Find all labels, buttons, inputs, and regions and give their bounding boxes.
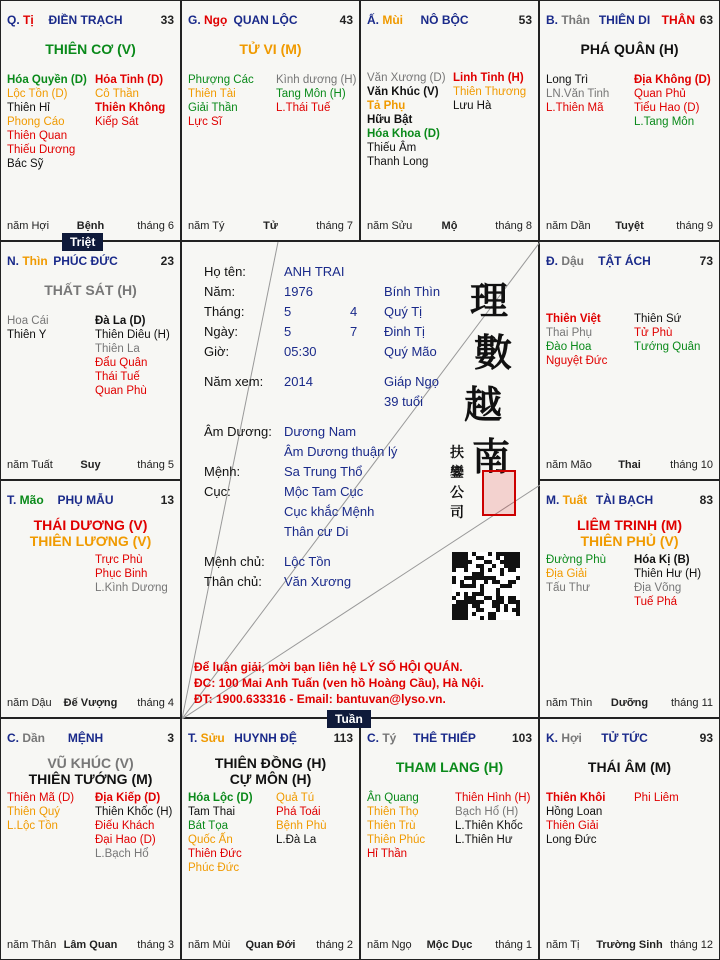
main-star: CỰ MÔN (H) <box>229 771 312 787</box>
info-label: Mệnh: <box>204 464 241 479</box>
minor-stars-right <box>95 314 170 398</box>
info-value: 5 <box>284 304 292 319</box>
palace-cell-tuat <box>539 480 720 718</box>
minor-stars-left <box>188 73 254 129</box>
minor-star: Quan Phủ <box>634 88 686 100</box>
minor-star: Thiên Quan <box>7 130 68 142</box>
palace-footer <box>7 697 174 711</box>
palace-age-number: 113 <box>333 731 353 745</box>
minor-star: Thiên Trù <box>367 820 416 832</box>
minor-stars-left <box>188 791 253 875</box>
minor-star: Quan Phù <box>95 385 147 397</box>
palace-age-number: 3 <box>167 731 174 745</box>
minor-star: Kình dương (H) <box>276 74 357 86</box>
info-label: Cục: <box>204 484 231 499</box>
minor-star: Hóa Lộc (D) <box>188 792 253 804</box>
year-label: năm Dần <box>546 220 591 232</box>
branch-prefix: B. <box>546 13 562 27</box>
palace-header <box>546 731 713 747</box>
info-value: Văn Xương <box>284 574 352 589</box>
minor-star: Bác Sỹ <box>7 158 44 170</box>
info-value: Âm Dương thuận lý <box>284 444 398 459</box>
minor-star: Thiên Sứ <box>634 313 682 325</box>
palace-cell-ngo <box>181 0 360 241</box>
palace-name: HUYNH ĐỆ <box>234 731 297 745</box>
palace-footer <box>7 939 174 953</box>
minor-star: Lực Sĩ <box>188 116 222 128</box>
month-label: tháng 4 <box>137 697 174 709</box>
minor-star: Phong Cáo <box>7 116 65 128</box>
minor-star: L.Tang Môn <box>634 116 695 128</box>
minor-star: Thanh Long <box>367 156 429 168</box>
palace-footer <box>546 697 713 711</box>
minor-star: Cô Thần <box>95 88 139 100</box>
minor-star: Hồng Loan <box>546 806 603 818</box>
palace-cell-mui <box>360 0 539 241</box>
red-seal <box>482 470 516 516</box>
minor-stars-left <box>546 73 609 115</box>
tuan-marker: Tuần <box>327 710 371 728</box>
branch-name: Ngọ <box>204 13 228 27</box>
year-label: năm Tý <box>188 220 225 232</box>
minor-stars-left <box>367 71 446 169</box>
year-label: năm Mão <box>546 459 592 471</box>
minor-stars-right <box>634 553 701 609</box>
palace-age-number: 33 <box>160 13 174 27</box>
minor-star: Giải Thần <box>188 102 238 114</box>
info-value: 5 <box>284 324 292 339</box>
minor-star: L.Thiên Khốc <box>455 820 523 832</box>
year-label: năm Tuất <box>7 459 53 471</box>
minor-stars-right <box>276 791 327 847</box>
palace-age-number: 83 <box>699 493 713 507</box>
palace-cell-dan <box>0 718 181 960</box>
info-canchi: Quý Tị <box>384 304 423 319</box>
minor-star: L.Bạch Hổ <box>95 848 149 860</box>
minor-star: Long Đức <box>546 834 597 846</box>
minor-star: Đà La (D) <box>95 315 146 327</box>
minor-star: Thiên Việt <box>546 313 601 325</box>
minor-star: Thiên Thương <box>453 86 527 98</box>
info-value: 05:30 <box>284 344 317 359</box>
palace-age-number: 103 <box>511 731 532 745</box>
palace-header <box>546 13 713 29</box>
palace-header <box>546 493 713 509</box>
main-star: PHÁ QUÂN (H) <box>580 41 679 57</box>
minor-stars-right <box>276 73 356 115</box>
palace-name: TỬ TỨC <box>601 731 648 745</box>
palace-age-number: 73 <box>699 254 713 268</box>
minor-star: LN.Văn Tinh <box>546 88 610 100</box>
main-star: THIÊN CƠ (V) <box>45 41 136 57</box>
calligraphy-char: 理 <box>470 278 509 323</box>
branch-prefix: G. <box>188 13 205 27</box>
palace-footer <box>188 220 353 234</box>
contact-line: ĐC: 100 Mai Anh Tuấn (ven hồ Hoàng Cầu), Hà Nội. <box>194 676 485 690</box>
life-stage: Tuyệt <box>615 220 644 232</box>
palace-cell-mao <box>0 480 181 718</box>
calligraphy-char: 南 <box>472 434 511 479</box>
palace-header <box>7 731 174 747</box>
minor-stars-right <box>634 791 679 805</box>
minor-star: Quả Tú <box>276 792 315 804</box>
minor-stars-left <box>7 314 49 342</box>
minor-star: Phi Liêm <box>634 792 679 804</box>
minor-star: Thiên Khôi <box>546 792 606 804</box>
palace-age-number: 53 <box>518 13 532 27</box>
minor-star: Nguyệt Đức <box>546 355 608 367</box>
main-star: THIÊN ĐỒNG (H) <box>214 755 327 771</box>
month-label: tháng 7 <box>316 220 353 232</box>
branch-name: Hợi <box>561 731 582 745</box>
info-canchi: Đinh Tị <box>384 324 425 339</box>
palace-cell-suu <box>181 718 360 960</box>
main-star: THẤT SÁT (H) <box>44 282 137 298</box>
info-value: ANH TRAI <box>284 264 345 279</box>
info-value: Sa Trung Thổ <box>284 464 363 479</box>
contact-line: ĐT: 1900.633316 - Email: bantuvan@lyso.vn. <box>194 692 446 706</box>
minor-star: Thái Tuế <box>95 371 140 383</box>
info-value: Lộc Tồn <box>284 554 331 569</box>
palace-name: TÀI BẠCH <box>595 493 654 507</box>
palace-name: TẬT ÁCH <box>598 254 651 268</box>
minor-star: L.Lộc Tồn <box>7 820 58 832</box>
life-stage: Mộc Dục <box>426 939 473 951</box>
minor-star: Địa Kiếp (D) <box>95 792 161 804</box>
year-label: năm Thìn <box>546 697 593 709</box>
branch-name: Dậu <box>561 254 585 268</box>
life-stage: Lâm Quan <box>63 939 118 951</box>
minor-star: Long Trì <box>546 74 589 86</box>
qr-code <box>452 552 520 620</box>
branch-prefix: T. <box>188 731 201 745</box>
branch-name: Sửu <box>200 731 225 745</box>
minor-star: Thiên Phúc <box>367 834 426 846</box>
minor-star: Phục Binh <box>95 568 148 580</box>
year-label: năm Hợi <box>7 220 50 232</box>
minor-star: Thiên Hình (H) <box>455 792 531 804</box>
minor-star: Thiên Mã (D) <box>7 792 75 804</box>
minor-star: Văn Xương (D) <box>367 72 446 84</box>
minor-star: Thiên Tài <box>188 88 236 100</box>
minor-star: Bệnh Phù <box>276 820 327 832</box>
branch-prefix: T. <box>7 493 20 507</box>
info-label: Họ tên: <box>204 264 246 279</box>
minor-star: Tang Môn (H) <box>276 88 346 100</box>
minor-stars-left <box>7 73 87 171</box>
palace-name: PHÚC ĐỨC <box>53 254 118 268</box>
minor-star: Thai Phụ <box>546 327 593 339</box>
branch-name: Mùi <box>382 13 404 27</box>
minor-star: Kiếp Sát <box>95 116 139 128</box>
center-info-panel <box>181 241 539 718</box>
minor-stars-left <box>546 312 607 368</box>
branch-name: Thân <box>561 13 591 27</box>
year-label: năm Tị <box>546 939 580 951</box>
minor-star: Thiên Khốc (H) <box>95 806 173 818</box>
main-star: TỬ VI (M) <box>239 41 302 57</box>
minor-star: Tướng Quân <box>634 341 701 353</box>
minor-star: Ân Quang <box>367 792 419 804</box>
palace-cell-than <box>539 0 720 241</box>
palace-footer <box>546 220 713 234</box>
minor-star: Thiếu Âm <box>367 142 417 154</box>
palace-name: PHỤ MẪU <box>57 493 114 507</box>
branch-name: Tuất <box>562 493 588 507</box>
branch-name: Dần <box>22 731 46 745</box>
minor-star: Hỏa Tinh (D) <box>95 74 164 86</box>
palace-cell-ty <box>360 718 539 960</box>
minor-star: Hỉ Thần <box>367 848 408 860</box>
main-star: LIÊM TRINH (M) <box>577 517 682 533</box>
info-label: Năm xem: <box>204 374 264 389</box>
branch-prefix: C. <box>7 731 23 745</box>
palace-footer <box>7 459 174 473</box>
info-canchi: Quý Mão <box>384 344 437 359</box>
small-calligraphy-char: 扶 <box>450 445 464 461</box>
info-value: Dương Nam <box>284 424 357 439</box>
month-label: tháng 3 <box>137 939 174 951</box>
year-label: năm Thân <box>7 939 57 951</box>
month-label: tháng 6 <box>137 220 174 232</box>
minor-star: Quốc Ấn <box>188 834 233 846</box>
palace-name: MỆNH <box>67 731 104 745</box>
minor-star: Phượng Các <box>188 74 254 86</box>
life-stage: Suy <box>80 459 101 471</box>
palace-age-number: 63 <box>699 13 713 27</box>
small-calligraphy-char: 公 <box>450 485 464 501</box>
minor-star: Bạch Hổ (H) <box>455 806 519 818</box>
minor-star: Thiên Đức <box>188 848 242 860</box>
small-calligraphy-char: 司 <box>450 505 464 521</box>
palace-cell-thin <box>0 241 181 480</box>
palace-header <box>367 731 532 747</box>
minor-star: Điếu Khách <box>95 820 155 832</box>
main-star: VŨ KHÚC (V) <box>47 755 134 771</box>
minor-star: Tuế Phá <box>634 596 678 608</box>
minor-star: Văn Khúc (V) <box>367 86 439 98</box>
info-value: Thân cư Di <box>284 524 349 539</box>
palace-header <box>7 493 174 509</box>
minor-star: L.Thiên Hư <box>455 834 513 846</box>
palace-header <box>7 254 174 270</box>
info-value: Cục khắc Mệnh <box>284 504 375 519</box>
life-stage: Mộ <box>441 220 458 232</box>
year-label: năm Sửu <box>367 220 413 232</box>
minor-star: Hoa Cái <box>7 315 49 327</box>
month-label: tháng 11 <box>670 697 713 709</box>
palace-age-number: 43 <box>339 13 353 27</box>
main-star: THÁI ÂM (M) <box>587 759 672 775</box>
minor-stars-right <box>634 73 711 129</box>
minor-star: Tử Phù <box>634 327 673 339</box>
palace-footer <box>367 220 532 234</box>
palace-name: THÊ THIẾP <box>413 731 476 745</box>
branch-prefix: N. <box>7 254 23 268</box>
palace-footer <box>188 939 353 953</box>
month-label: tháng 5 <box>137 459 174 471</box>
info-label: Giờ: <box>204 344 230 359</box>
minor-stars-right <box>634 312 700 354</box>
minor-star: Địa Võng <box>634 582 682 594</box>
info-label: Âm Dương: <box>204 424 272 439</box>
info-canchi: Giáp Ngọ <box>384 374 439 389</box>
minor-star: Tiểu Hao (D) <box>634 102 700 114</box>
palace-header <box>188 731 353 747</box>
palace-header <box>367 13 532 29</box>
palace-footer <box>7 220 174 234</box>
branch-prefix: K. <box>546 731 562 745</box>
info-lunar-value: 7 <box>350 324 358 339</box>
palace-header <box>7 13 174 29</box>
year-label: năm Dậu <box>7 697 52 709</box>
life-stage: Bệnh <box>76 220 105 232</box>
minor-star: Thiên Y <box>7 329 47 341</box>
minor-star: L.Kình Dương <box>95 582 168 594</box>
minor-star: Thiên La <box>95 343 140 355</box>
info-canchi: Bính Thìn <box>384 284 441 299</box>
minor-star: Trực Phù <box>95 554 143 566</box>
month-label: tháng 10 <box>670 459 713 471</box>
year-label: năm Mùi <box>188 939 231 951</box>
life-stage: Thai <box>618 459 641 471</box>
life-stage: Đế Vượng <box>63 697 118 709</box>
minor-star: Đường Phù <box>546 554 606 566</box>
minor-stars-right <box>95 791 172 861</box>
palace-cell-hoi <box>539 718 720 960</box>
branch-name: Mão <box>19 493 44 507</box>
minor-star: Hóa Quyền (D) <box>7 74 87 86</box>
minor-stars-left <box>546 791 605 847</box>
palace-name: NÔ BỘC <box>420 13 469 27</box>
branch-prefix: Ấ. <box>367 13 383 27</box>
main-star: THAM LANG (H) <box>395 759 504 775</box>
minor-star: Thiên Thọ <box>367 806 419 818</box>
info-value: Mộc Tam Cục <box>284 484 364 499</box>
minor-star: L.Thiên Mã <box>546 102 604 114</box>
info-label: Ngày: <box>204 324 238 339</box>
branch-prefix: M. <box>546 493 563 507</box>
life-stage: Dưỡng <box>610 697 649 709</box>
palace-footer <box>546 459 713 473</box>
minor-star: Thiên Hư (H) <box>634 568 702 580</box>
minor-star: Tam Thai <box>188 806 236 818</box>
branch-prefix: C. <box>367 731 383 745</box>
info-label: Mệnh chủ: <box>204 554 265 569</box>
palace-age-number: 93 <box>699 731 713 745</box>
life-stage: Quan Đới <box>245 939 296 951</box>
than-marker: THÂN <box>661 13 695 27</box>
info-value: 1976 <box>284 284 313 299</box>
info-lunar-value: 4 <box>350 304 358 319</box>
branch-name: Thìn <box>22 254 48 268</box>
life-stage: Tử <box>263 220 278 232</box>
minor-stars-left <box>7 791 74 833</box>
minor-star: Địa Không (D) <box>634 74 711 86</box>
life-stage: Trường Sinh <box>596 939 663 951</box>
info-canchi: 39 tuổi <box>384 394 424 409</box>
small-calligraphy-char: 鑾 <box>450 465 464 481</box>
minor-star: Tả Phụ <box>367 100 406 112</box>
main-star: THIÊN PHỦ (V) <box>580 533 679 549</box>
minor-star: Hóa Kị (B) <box>634 554 690 566</box>
month-label: tháng 2 <box>316 939 353 951</box>
branch-name: Tị <box>23 13 34 27</box>
palace-name: THIÊN DI <box>598 13 651 27</box>
minor-star: L.Thái Tuế <box>276 102 331 114</box>
minor-star: Phúc Đức <box>188 862 240 874</box>
palace-name: QUAN LỘC <box>233 13 298 27</box>
minor-star: Thiên Quý <box>7 806 61 818</box>
minor-stars-right <box>95 553 168 595</box>
branch-prefix: Đ. <box>546 254 562 268</box>
minor-star: Lưu Hà <box>453 100 492 112</box>
palace-footer <box>367 939 532 953</box>
month-label: tháng 9 <box>676 220 713 232</box>
minor-star: Địa Giải <box>546 568 587 580</box>
info-label: Năm: <box>204 284 236 299</box>
minor-star: Lộc Tồn (D) <box>7 88 68 100</box>
minor-stars-right <box>95 73 165 129</box>
minor-star: Linh Tinh (H) <box>453 72 524 84</box>
palace-age-number: 13 <box>160 493 174 507</box>
minor-star: Đào Hoa <box>546 341 592 353</box>
minor-stars-left <box>546 553 606 595</box>
palace-age-number: 23 <box>160 254 174 268</box>
branch-prefix: Q. <box>7 13 24 27</box>
minor-star: Thiên Giải <box>546 820 599 832</box>
minor-star: Đẩu Quân <box>95 357 148 369</box>
main-star: THIÊN LƯƠNG (V) <box>29 533 152 549</box>
minor-stars-right <box>455 791 530 847</box>
minor-stars-right <box>453 71 526 113</box>
minor-star: Hóa Khoa (D) <box>367 128 440 140</box>
triet-marker: Triệt <box>62 233 103 251</box>
branch-name: Tý <box>382 731 397 745</box>
palace-header <box>188 13 353 29</box>
minor-star: Phá Toái <box>276 806 321 818</box>
minor-star: Thiên Hỉ <box>7 102 50 114</box>
minor-star: Đại Hao (D) <box>95 834 156 846</box>
palace-cell-dau <box>539 241 720 480</box>
contact-line: Để luận giải, mời bạn liên hệ LÝ SỐ HỘI QUÁN. <box>194 660 463 674</box>
minor-star: Hữu Bật <box>367 114 413 126</box>
minor-star: Bát Tọa <box>188 820 229 832</box>
minor-star: L.Đà La <box>276 834 317 846</box>
minor-star: Tấu Thư <box>546 582 590 594</box>
calligraphy-char: 數 <box>474 330 513 375</box>
main-star: THIÊN TƯỚNG (M) <box>28 771 153 787</box>
info-label: Thân chủ: <box>204 574 262 589</box>
minor-star: Thiên Diêu (H) <box>95 329 170 341</box>
month-label: tháng 8 <box>495 220 532 232</box>
info-value: 2014 <box>284 374 313 389</box>
palace-cell-ti <box>0 0 181 241</box>
year-label: năm Ngọ <box>367 939 412 951</box>
minor-stars-left <box>367 791 425 861</box>
main-star: THÁI DƯƠNG (V) <box>33 517 148 533</box>
palace-name: ĐIỀN TRẠCH <box>48 13 123 27</box>
calligraphy-char: 越 <box>464 382 503 427</box>
palace-footer <box>546 939 713 953</box>
month-label: tháng 1 <box>495 939 532 951</box>
palace-header <box>546 254 713 270</box>
month-label: tháng 12 <box>670 939 713 951</box>
minor-star: Thiên Không <box>95 102 166 114</box>
info-label: Tháng: <box>204 304 245 319</box>
minor-star: Thiếu Dương <box>7 144 76 156</box>
